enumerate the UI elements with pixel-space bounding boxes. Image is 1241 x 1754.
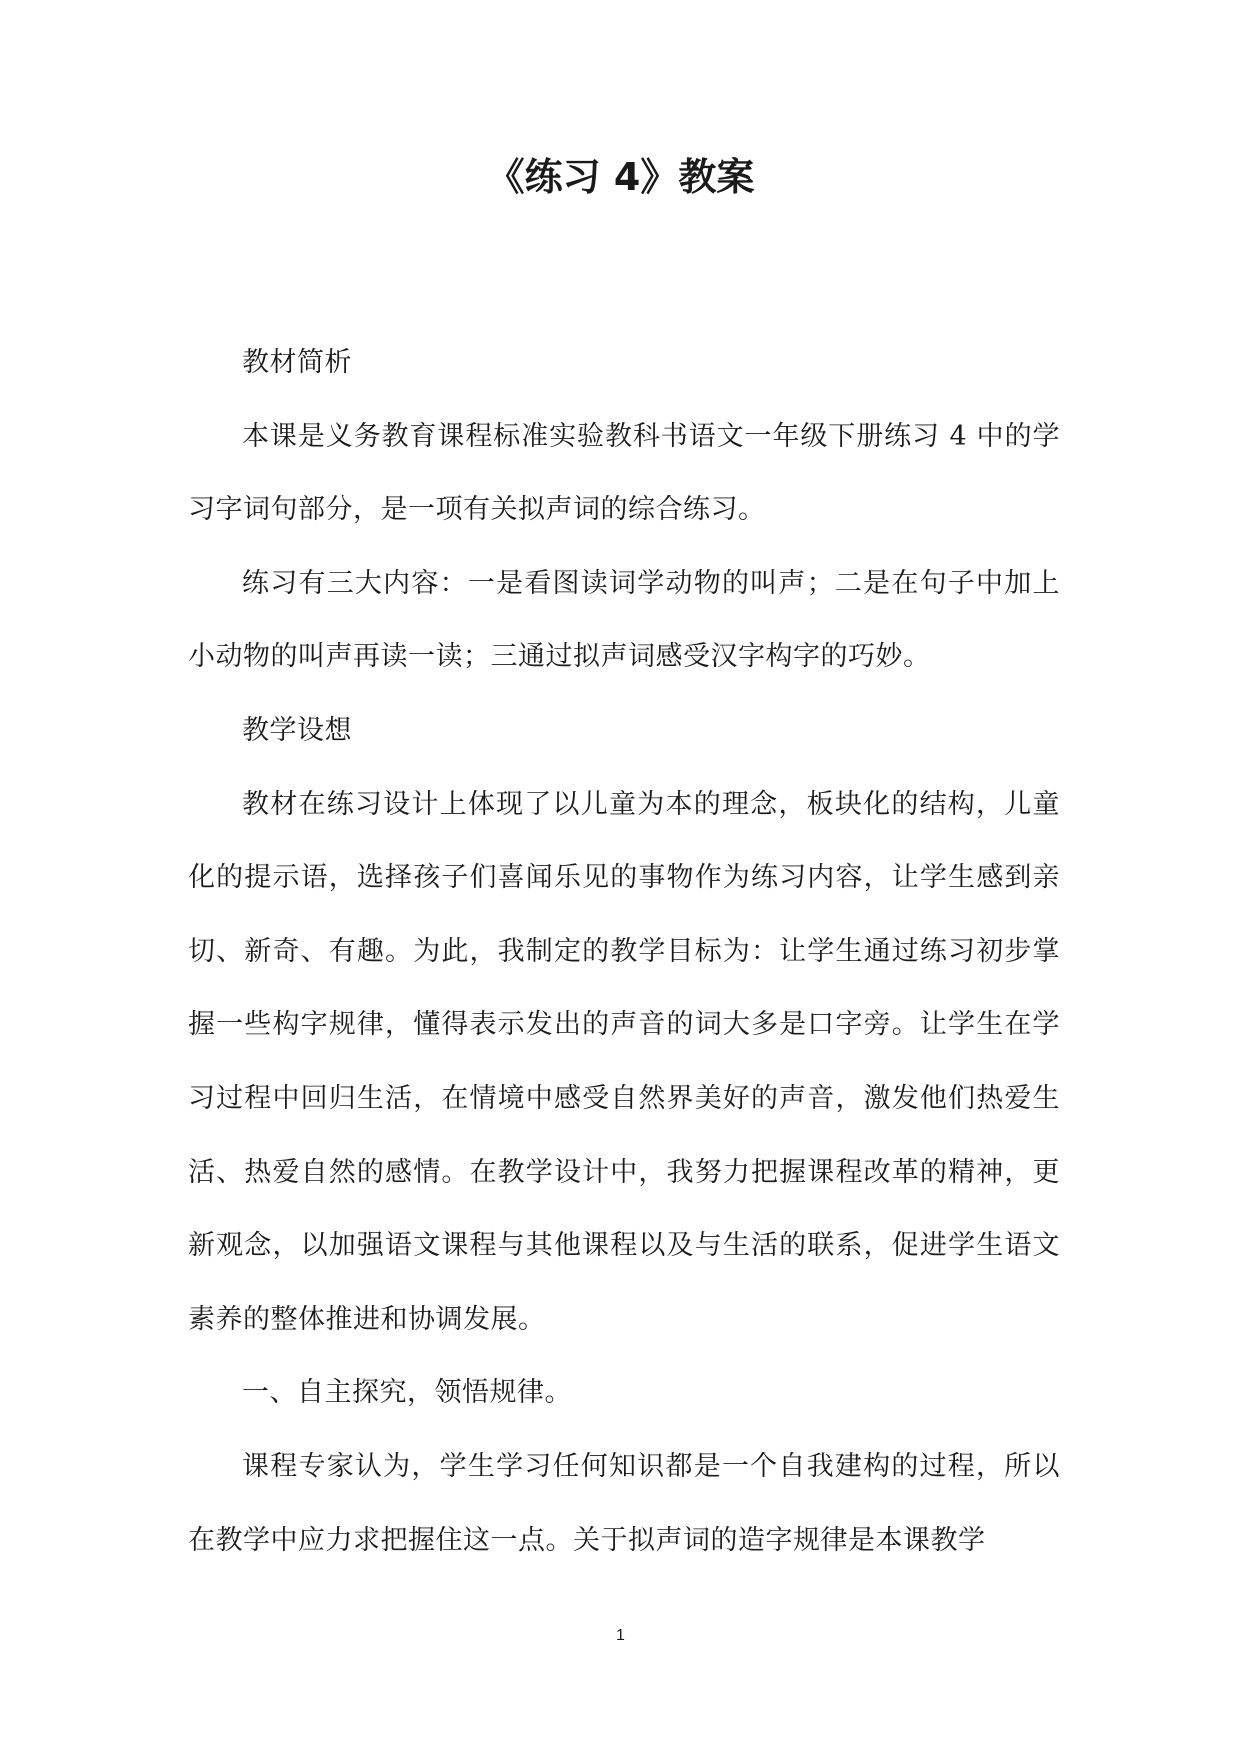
page-number: 1 <box>616 1627 625 1644</box>
document-body <box>188 326 1060 1577</box>
paragraph-teaching-idea: 教材在练习设计上体现了以儿童为本的理念，板块化的结构，儿童化的提示语，选择孩子们喜闻乐见的事物作为练习内容，让学生感到亲切、新奇、有趣。为此，我制定的教学目标为：让学生通过练习初步掌握一些构字规律，懂得表示发出的声音的词大多是口字旁。让学生在学习过程中回归生活，在情境中感受自然界美好的声音，激发他们热爱生活、热爱自然的感情。在教学设计中，我努力把握课程改革的精神，更新观念，以加强语文课程与其他课程以及与生活的联系，促进学生语文素养的整体推进和协调发展。 <box>188 788 1060 1335</box>
paragraph-expert-view: 课程专家认为，学生学习任何知识都是一个自我建构的过程，所以在教学中应力求把握住这一点。关于拟声词的造字规律是本课教学 <box>188 1450 1060 1556</box>
section-heading-teaching-idea: 教学设想 <box>242 714 352 746</box>
paragraph-exercise-contents: 练习有三大内容：一是看图读词学动物的叫声；二是在句子中加上小动物的叫声再读一读；三通过拟声词感受汉字构字的巧妙。 <box>188 567 1060 673</box>
section-heading-textbook-analysis: 教材简析 <box>242 347 352 378</box>
document-title: 《练习 4》教案 <box>486 155 755 199</box>
section-heading-part-one: 一、自主探究，领悟规律。 <box>242 1377 572 1409</box>
paragraph-course-intro: 本课是义务教育课程标准实验教科书语文一年级下册练习 4 中的学习字词句部分，是一项有关拟声词的综合练习。 <box>188 420 1060 526</box>
